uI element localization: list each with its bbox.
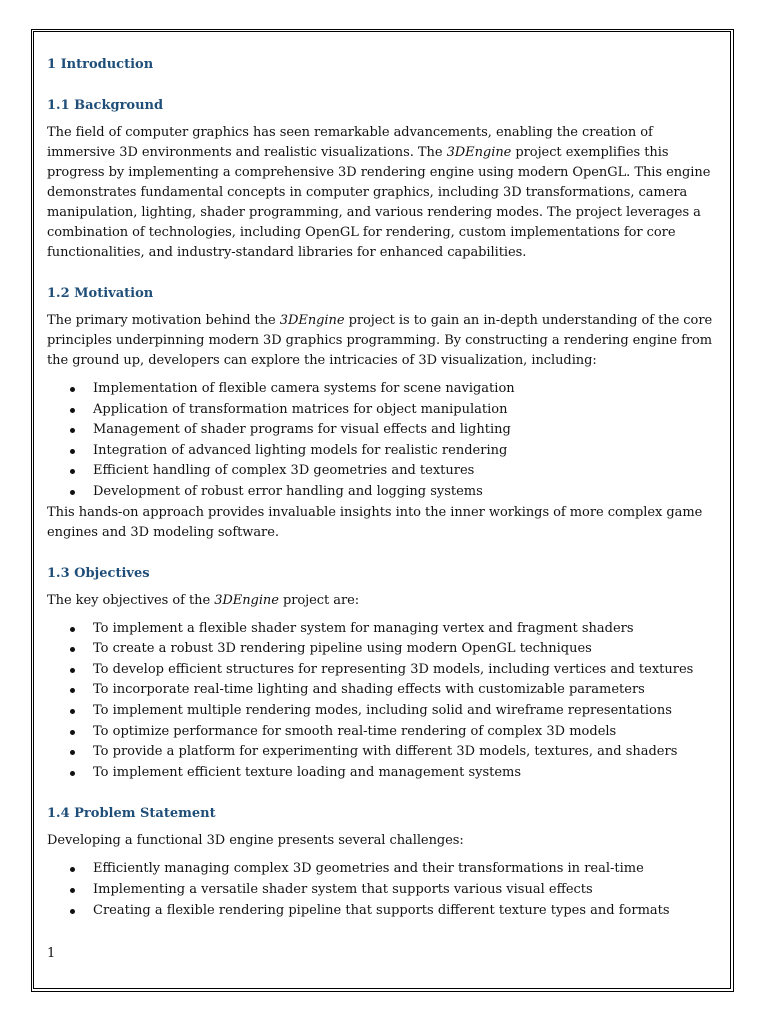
list-item-text: Implementing a versatile shader system that supports various visual effects [93,881,593,897]
bullet-icon [70,387,75,392]
background-project-name: 3DEngine [446,145,512,160]
list-item-text: To provide a platform for experimenting with different 3D models, textures, and shaders [93,744,678,760]
bullet-icon [70,449,75,454]
objectives-project-name: 3DEngine [214,592,279,608]
list-item [47,379,722,400]
motivation-text-a: The primary motivation behind the [47,313,280,328]
list-item [47,619,722,640]
bullet-icon [70,909,75,914]
list-item-text: To implement efficient texture loading and management systems [93,764,522,780]
list-item [47,660,722,681]
background-text-a: The field of computer graphics has seen remarkable advancements, enabling the creation of immersive 3D environments and realistic visualizations. The [47,125,653,160]
objectives-paragraph [47,591,722,611]
list-item [47,763,722,784]
objectives-text-a: The key objectives of the [47,592,215,608]
bullet-icon [70,647,75,652]
document-body [47,52,722,921]
list-item-text: Management of shader programs for visual effects and lighting [93,422,511,438]
bullet-icon [70,627,75,632]
list-item-text: To develop efficient structures for representing 3D models, including vertices and textures [93,661,694,677]
problem-paragraph: Developing a functional 3D engine presents several challenges: [47,833,464,849]
list-item-text: To implement multiple rendering modes, including solid and wireframe representations [93,702,672,718]
bullet-icon [70,867,75,872]
list-item-text: To incorporate real-time lighting and shading effects with customizable parameters [93,682,645,698]
list-item-text: To optimize performance for smooth real-time rendering of complex 3D models [93,723,617,739]
list-item [47,701,722,722]
list-item [47,901,722,922]
motivation-paragraph [47,311,722,371]
heading-problem-statement: 1.4 Problem Statement [47,806,216,822]
background-text-b: project exemplifies this progress by implementing a comprehensive 3D rendering engine using modern OpenGL. This engine demonstrates fundamental concepts in computer graphics, including 3D transformations, camera manipulation, lighting, shader programming, and various rendering modes. The project leverages a combination of technologies, including OpenGL for rendering, custom implementations for core functionalities, and industry-standard libraries for enhanced capabilities. [47,145,711,260]
list-item [47,680,722,701]
motivation-closing-paragraph: This hands-on approach provides invaluable insights into the inner workings of more complex game engines and 3D modeling software. [47,504,703,540]
list-item-text: Application of transformation matrices for object manipulation [93,401,508,417]
list-item [47,859,722,880]
list-item [47,400,722,421]
heading-introduction: 1 Introduction [47,57,154,72]
heading-motivation: 1.2 Motivation [47,286,154,301]
page-number: 1 [47,946,56,961]
objectives-list [47,619,722,784]
list-item [47,420,722,441]
motivation-list [47,379,722,503]
list-item-text: Development of robust error handling and logging systems [93,483,483,499]
list-item [47,880,722,901]
list-item-text: Creating a flexible rendering pipeline that supports different texture types and formats [93,902,670,918]
bullet-icon [70,688,75,693]
background-paragraph [47,123,722,263]
bullet-icon [70,408,75,413]
motivation-text-b: project is to gain an in-depth understanding of the core principles underpinning modern 3D graphics programming. By constructing a rendering engine from the ground up, developers can explore the intricacies of 3D visualization, including: [47,313,713,368]
bullet-icon [70,469,75,474]
bullet-icon [70,730,75,735]
list-item [47,742,722,763]
list-item-text: To create a robust 3D rendering pipeline using modern OpenGL techniques [93,641,592,657]
objectives-text-b: project are: [278,592,360,608]
list-item [47,461,722,482]
heading-background: 1.1 Background [47,98,164,113]
list-item-text: Integration of advanced lighting models for realistic rendering [93,442,508,458]
list-item [47,722,722,743]
bullet-icon [70,709,75,714]
list-item [47,441,722,462]
heading-objectives: 1.3 Objectives [47,565,150,581]
list-item-text: Implementation of flexible camera systems for scene navigation [93,381,515,396]
bullet-icon [70,428,75,433]
bullet-icon [70,771,75,776]
list-item [47,639,722,660]
bullet-icon [70,750,75,755]
motivation-project-name: 3DEngine [279,313,345,328]
list-item-text: To implement a flexible shader system for managing vertex and fragment shaders [93,620,634,636]
bullet-icon [70,490,75,495]
list-item-text: Efficient handling of complex 3D geometries and textures [93,463,475,479]
list-item [47,482,722,503]
list-item-text: Efficiently managing complex 3D geometries and their transformations in real-time [93,861,644,877]
bullet-icon [70,668,75,673]
problem-list [47,859,722,921]
bullet-icon [70,888,75,893]
